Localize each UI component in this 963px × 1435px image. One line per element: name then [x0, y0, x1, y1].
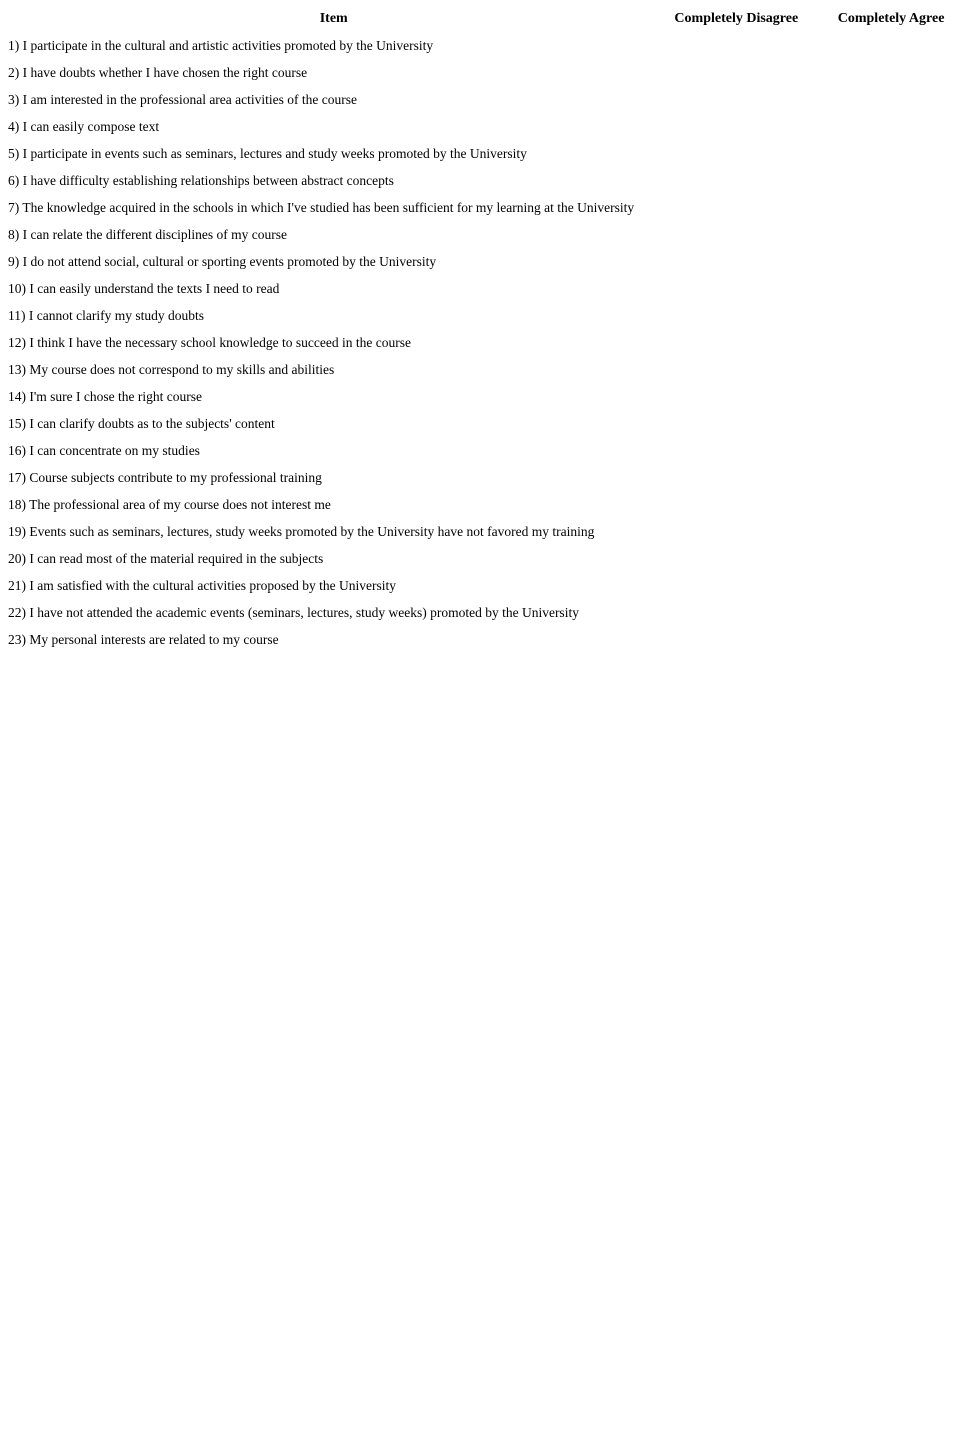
item-text: 13) My course does not correspond to my skills and abilities: [8, 361, 335, 377]
table-row: [6, 491, 963, 518]
disagree-cell: [661, 86, 805, 113]
agree-cell: [805, 275, 963, 302]
disagree-cell: [661, 464, 805, 491]
agree-cell: [805, 32, 963, 59]
table-body: [6, 32, 963, 653]
table-row: [6, 437, 963, 464]
item-text: 23) My personal interests are related to my course: [8, 631, 279, 647]
table-row: [6, 518, 963, 545]
agree-cell: [805, 599, 963, 626]
agree-cell: [805, 140, 963, 167]
item-text: 18) The professional area of my course does not interest me: [8, 496, 331, 512]
item-text: 22) I have not attended the academic events (seminars, lectures, study weeks) promoted by the University: [8, 604, 579, 620]
table-row: [6, 140, 963, 167]
table-row: [6, 383, 963, 410]
disagree-cell: [661, 32, 805, 59]
agree-cell: [805, 221, 963, 248]
disagree-cell: [661, 113, 805, 140]
agree-cell: [805, 545, 963, 572]
disagree-cell: [661, 518, 805, 545]
disagree-cell: [661, 356, 805, 383]
item-text: 15) I can clarify doubts as to the subjects' content: [8, 415, 275, 431]
table-row: [6, 302, 963, 329]
item-text: 17) Course subjects contribute to my professional training: [8, 469, 322, 485]
disagree-cell: [661, 329, 805, 356]
item-text: 16) I can concentrate on my studies: [8, 442, 200, 458]
item-text: 3) I am interested in the professional area activities of the course: [8, 91, 357, 107]
disagree-cell: [661, 140, 805, 167]
disagree-cell: [661, 410, 805, 437]
agree-cell: [805, 248, 963, 275]
item-text: 6) I have difficulty establishing relationships between abstract concepts: [8, 172, 394, 188]
header-completely-disagree: Completely Disagree: [674, 10, 799, 26]
agree-cell: [805, 572, 963, 599]
item-text: 12) I think I have the necessary school knowledge to succeed in the course: [8, 334, 411, 350]
header-completely-agree: Completely Agree: [837, 10, 945, 26]
agree-cell: [805, 194, 963, 221]
disagree-cell: [661, 167, 805, 194]
agree-cell: [805, 356, 963, 383]
table-row: [6, 275, 963, 302]
disagree-cell: [661, 302, 805, 329]
disagree-cell: [661, 545, 805, 572]
disagree-cell: [661, 572, 805, 599]
agree-cell: [805, 518, 963, 545]
table-row: [6, 464, 963, 491]
table-row: [6, 545, 963, 572]
table-row: [6, 59, 963, 86]
disagree-cell: [661, 491, 805, 518]
survey-table: [6, 5, 963, 653]
table-row: [6, 356, 963, 383]
agree-cell: [805, 464, 963, 491]
table-row: [6, 167, 963, 194]
agree-cell: [805, 437, 963, 464]
agree-cell: [805, 59, 963, 86]
disagree-cell: [661, 194, 805, 221]
item-text: 19) Events such as seminars, lectures, study weeks promoted by the University have not favored my training: [8, 523, 595, 539]
item-text: 20) I can read most of the material required in the subjects: [8, 550, 324, 566]
item-text: 1) I participate in the cultural and artistic activities promoted by the University: [8, 37, 434, 53]
item-text: 5) I participate in events such as seminars, lectures and study weeks promoted by the University: [8, 145, 527, 161]
item-text: 10) I can easily understand the texts I need to read: [8, 280, 280, 296]
table-row: [6, 113, 963, 140]
disagree-cell: [661, 437, 805, 464]
agree-cell: [805, 167, 963, 194]
table-row: [6, 86, 963, 113]
header-item: Item: [319, 10, 348, 26]
table-row: [6, 599, 963, 626]
agree-cell: [805, 302, 963, 329]
item-text: 9) I do not attend social, cultural or sporting events promoted by the University: [8, 253, 437, 269]
agree-cell: [805, 113, 963, 140]
agree-cell: [805, 626, 963, 653]
table-header: [6, 5, 963, 32]
disagree-cell: [661, 626, 805, 653]
item-text: 21) I am satisfied with the cultural activities proposed by the University: [8, 577, 397, 593]
disagree-cell: [661, 275, 805, 302]
agree-cell: [805, 329, 963, 356]
agree-cell: [805, 383, 963, 410]
disagree-cell: [661, 599, 805, 626]
table-row: [6, 329, 963, 356]
item-text: 4) I can easily compose text: [8, 118, 160, 134]
item-text: 14) I'm sure I chose the right course: [8, 388, 202, 404]
header-row: [6, 5, 963, 32]
table-row: [6, 410, 963, 437]
item-text: 2) I have doubts whether I have chosen the right course: [8, 64, 308, 80]
table-row: [6, 221, 963, 248]
disagree-cell: [661, 248, 805, 275]
item-text: 8) I can relate the different disciplines of my course: [8, 226, 288, 242]
agree-cell: [805, 491, 963, 518]
agree-cell: [805, 86, 963, 113]
table-row: [6, 626, 963, 653]
item-text: 7) The knowledge acquired in the schools in which I've studied has been sufficient for my learning at the University: [8, 199, 635, 215]
table-row: [6, 572, 963, 599]
disagree-cell: [661, 383, 805, 410]
table-row: [6, 194, 963, 221]
table-row: [6, 248, 963, 275]
disagree-cell: [661, 59, 805, 86]
disagree-cell: [661, 221, 805, 248]
item-text: 11) I cannot clarify my study doubts: [8, 307, 204, 323]
table-row: [6, 32, 963, 59]
agree-cell: [805, 410, 963, 437]
